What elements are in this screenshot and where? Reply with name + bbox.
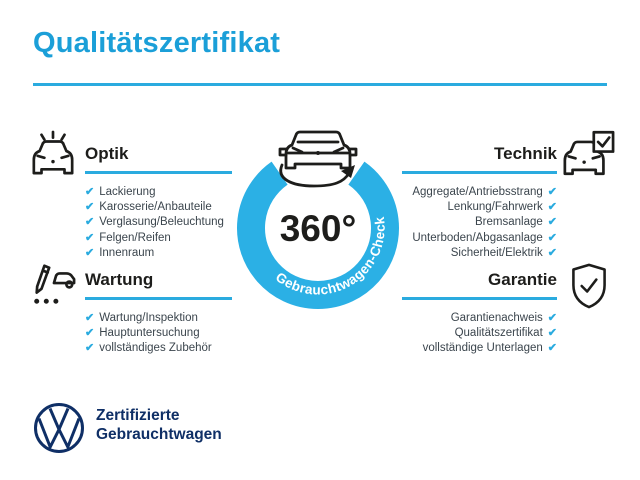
checklist-item-label: Sicherheit/Elektrik bbox=[450, 246, 543, 259]
check-icon: ✔ bbox=[547, 312, 557, 324]
check-icon: ✔ bbox=[85, 201, 95, 214]
checklist-item bbox=[402, 311, 557, 326]
section-wartung bbox=[28, 256, 232, 376]
checklist-item-label: Aggregate/Antriebsstrang bbox=[412, 186, 543, 198]
check-icon: ✔ bbox=[547, 231, 557, 244]
section-underline bbox=[402, 171, 557, 174]
checklist-item bbox=[85, 215, 224, 230]
check-icon: ✔ bbox=[85, 246, 95, 259]
checklist-item bbox=[85, 185, 224, 200]
check-icon: ✔ bbox=[547, 186, 557, 198]
car-checkbox-icon bbox=[561, 130, 615, 177]
car-front-lights-icon bbox=[28, 130, 78, 176]
ring-label: Gebrauchtwagen-Check bbox=[272, 215, 388, 298]
car-rotation-icon bbox=[272, 123, 364, 195]
section-underline bbox=[402, 297, 557, 300]
checklist-item bbox=[402, 341, 557, 356]
checklist-technik bbox=[402, 185, 557, 261]
check-icon: ✔ bbox=[85, 312, 95, 324]
checklist-garantie bbox=[402, 311, 557, 357]
section-optik bbox=[28, 130, 232, 259]
check-icon: ✔ bbox=[547, 216, 557, 229]
checklist-item-label: Garantienachweis bbox=[450, 312, 543, 324]
page-title: Qualitätszertifikat bbox=[33, 27, 281, 59]
check-icon: ✔ bbox=[85, 327, 95, 340]
checklist-item-label: Lackierung bbox=[99, 186, 156, 198]
checklist-item-label: Hauptuntersuchung bbox=[99, 327, 200, 340]
checklist-item-label: Qualitätszertifikat bbox=[454, 327, 543, 340]
check-icon: ✔ bbox=[85, 186, 95, 198]
shield-check-icon bbox=[567, 262, 611, 310]
section-underline bbox=[85, 171, 232, 174]
check-icon: ✔ bbox=[547, 327, 557, 340]
check-icon: ✔ bbox=[85, 342, 95, 355]
section-title-garantie: Garantie bbox=[488, 270, 557, 289]
pencil-car-icon bbox=[28, 261, 78, 307]
check-icon: ✔ bbox=[547, 342, 557, 355]
checklist-item bbox=[85, 231, 224, 246]
check-icon: ✔ bbox=[85, 216, 95, 229]
checklist-item bbox=[402, 231, 557, 246]
section-garantie bbox=[402, 256, 615, 376]
section-underline bbox=[85, 297, 232, 300]
section-technik bbox=[402, 130, 615, 259]
checklist-item-label: Felgen/Reifen bbox=[99, 231, 171, 244]
check-icon: ✔ bbox=[547, 246, 557, 259]
title-underline bbox=[33, 83, 607, 86]
checklist-item-label: Innenraum bbox=[99, 246, 155, 259]
section-title-wartung: Wartung bbox=[85, 270, 154, 289]
checklist-item bbox=[402, 215, 557, 230]
checklist-optik bbox=[85, 185, 224, 261]
checklist-item-label: Unterboden/Abgasanlage bbox=[412, 231, 543, 244]
section-title-optik: Optik bbox=[85, 144, 129, 163]
footer-line1: Zertifizierte bbox=[96, 407, 180, 424]
checklist-item-label: Wartung/Inspektion bbox=[99, 312, 198, 324]
checklist-item-label: vollständige Unterlagen bbox=[422, 342, 543, 355]
checklist-item-label: Bremsanlage bbox=[475, 216, 543, 229]
checklist-item-label: vollständiges Zubehör bbox=[99, 342, 212, 355]
checklist-item bbox=[85, 311, 212, 326]
degree-label: 360° bbox=[279, 208, 357, 249]
footer-line2: Gebrauchtwagen bbox=[96, 426, 222, 443]
checklist-item bbox=[402, 185, 557, 200]
checklist-item-label: Lenkung/Fahrwerk bbox=[447, 201, 543, 214]
section-title-technik: Technik bbox=[494, 144, 557, 163]
checklist-item-label: Karosserie/Anbauteile bbox=[99, 201, 212, 214]
checklist-item-label: Verglasung/Beleuchtung bbox=[99, 216, 224, 229]
checklist-item bbox=[85, 200, 224, 215]
checklist-item bbox=[402, 200, 557, 215]
checklist-wartung bbox=[85, 311, 212, 357]
checklist-item bbox=[85, 326, 212, 341]
checklist-item bbox=[402, 326, 557, 341]
vw-logo bbox=[33, 402, 85, 454]
checklist-item bbox=[85, 341, 212, 356]
footer-brand-text bbox=[96, 406, 222, 444]
check-icon: ✔ bbox=[85, 231, 95, 244]
check-icon: ✔ bbox=[547, 201, 557, 214]
